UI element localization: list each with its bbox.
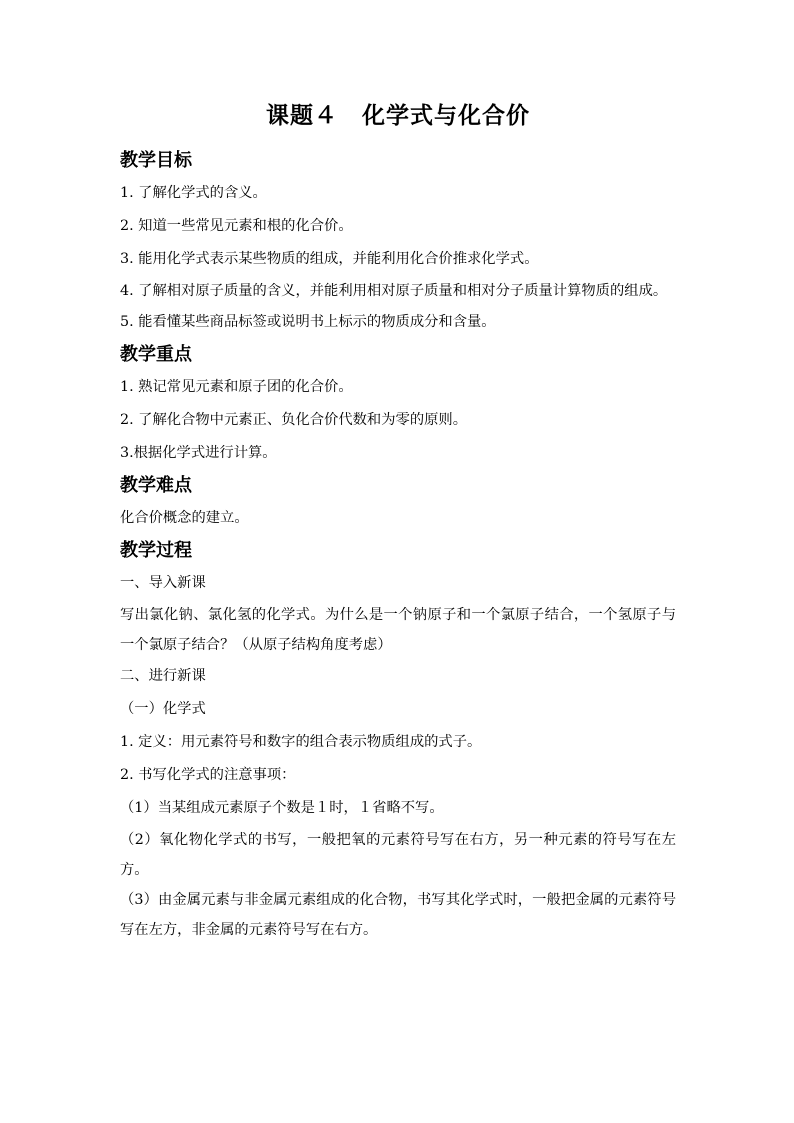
goal-item-5: 5. 能看懂某些商品标签或说明书上标示的物质成分和含量。 <box>120 314 496 330</box>
section-heading-goals: 教学目标 <box>120 150 192 171</box>
goal-item-2: 2. 知道一些常见元素和根的化合价。 <box>120 218 353 234</box>
section-heading-key-points: 教学重点 <box>120 344 192 365</box>
goal-item-1: 1. 了解化学式的含义。 <box>120 185 267 201</box>
process-part2-heading: 二、进行新课 <box>120 668 206 684</box>
key-point-item-2: 2. 了解化合物中元素正、负化合价代数和为零的原则。 <box>120 412 468 428</box>
goal-item-4: 4. 了解相对原子质量的含义，并能利用相对原子质量和相对分子质量计算物质的组成。 <box>120 283 668 299</box>
key-point-item-3: 3.根据化学式进行计算。 <box>120 445 277 461</box>
process-sub1-heading: （一）化学式 <box>120 701 206 717</box>
document-page <box>120 96 676 945</box>
process-definition: 1. 定义：用元素符号和数字的组合表示物质组成的式子。 <box>120 734 482 750</box>
difficulty-text: 化合价概念的建立。 <box>120 510 249 526</box>
key-point-item-1: 1. 熟记常见元素和原子团的化合价。 <box>120 379 353 395</box>
process-part1-heading: 一、导入新课 <box>120 575 206 591</box>
goal-item-3: 3. 能用化学式表示某些物质的组成，并能利用化合价推求化学式。 <box>120 251 539 267</box>
page-title: 课题４ 化学式与化合价 <box>266 102 530 129</box>
process-note-3: （3）由金属元素与非金属元素组成的化合物，书写其化学式时，一般把金属的元素符号写在左方，非金属的元素符号写在右方。 <box>120 892 676 938</box>
section-heading-difficulty: 教学难点 <box>120 475 192 496</box>
process-note-1: （1）当某组成元素原子个数是１时，１省略不写。 <box>120 800 444 816</box>
process-part1-text: 写出氯化钠、氯化氢的化学式。为什么是一个钠原子和一个氯原子结合，一个氢原子与一个氯原子结合？（从原子结构角度考虑） <box>120 607 676 653</box>
section-heading-process: 教学过程 <box>120 540 192 561</box>
process-notes-heading: 2. 书写化学式的注意事项： <box>120 767 296 783</box>
process-note-2: （2）氧化物化学式的书写，一般把氧的元素符号写在右方，另一种元素的符号写在左方。 <box>120 832 676 878</box>
